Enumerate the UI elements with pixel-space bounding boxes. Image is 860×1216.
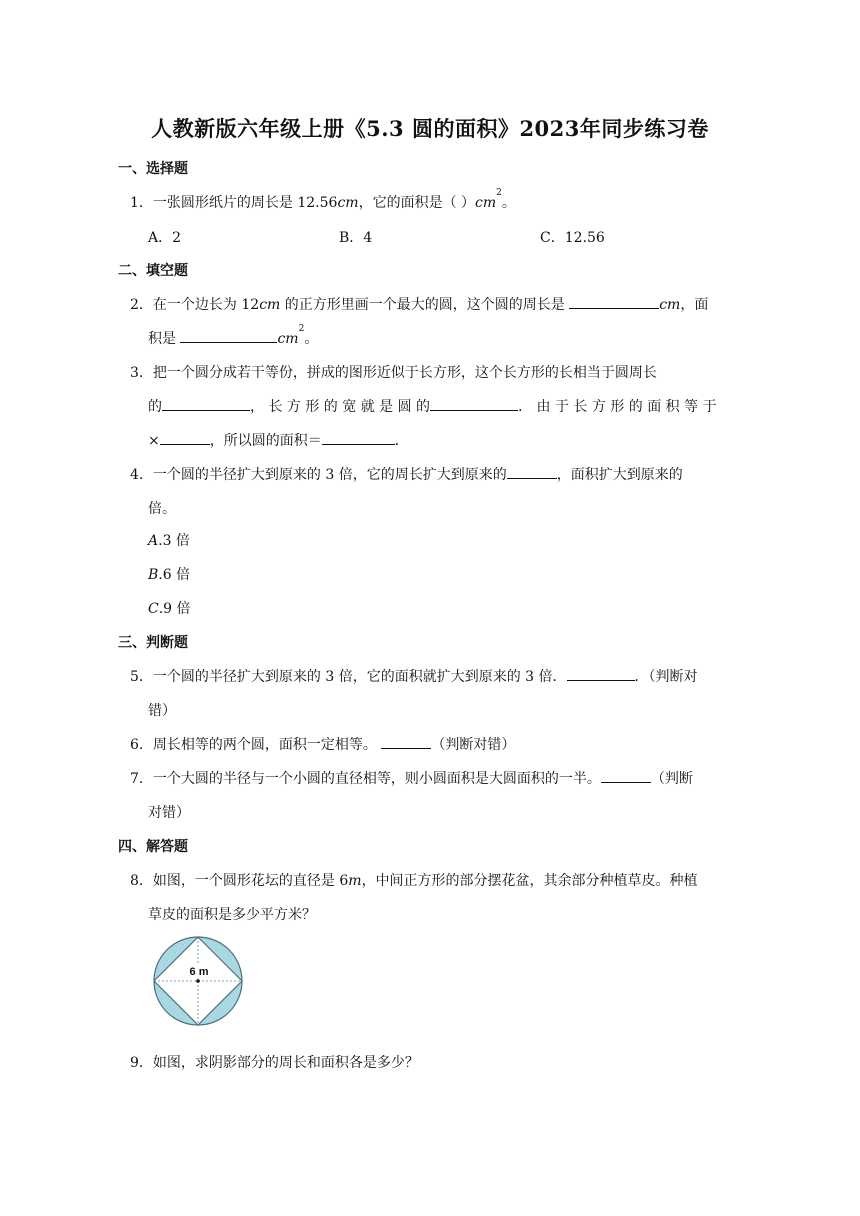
question-text: 如图，求阴影部分的周长和面积各是多少？ xyxy=(152,1055,419,1071)
answer-blank[interactable] xyxy=(322,430,395,445)
question-number: 1． xyxy=(130,195,153,211)
question-text: ．（判断对 xyxy=(634,669,698,685)
question-4-line-2: 倍。 xyxy=(148,501,176,517)
superscript: 2 xyxy=(298,324,305,334)
section-heading-fill: 二、填空题 xyxy=(118,263,188,279)
question-text: ，它的面积是（ ） xyxy=(358,195,476,211)
option-b: B．4 xyxy=(339,230,373,246)
punctuation: 。 xyxy=(304,331,319,347)
question-2-line-1 xyxy=(130,294,708,314)
option-text: .9 倍 xyxy=(158,601,191,617)
question-4-option-c xyxy=(148,598,191,618)
answer-blank[interactable] xyxy=(180,328,277,343)
question-text: ， 长 方 形 的 宽 就 是 圆 的 xyxy=(250,399,431,415)
section-heading-choice: 一、选择题 xyxy=(118,161,188,177)
question-text: 一张圆形纸片的周长是 12.56 xyxy=(152,195,338,211)
unit: cm xyxy=(475,195,497,211)
question-3-line-1 xyxy=(130,362,657,382)
answer-blank[interactable] xyxy=(567,666,635,681)
question-number: 6． xyxy=(130,737,153,753)
question-7-line-1 xyxy=(130,768,693,788)
question-number: 5． xyxy=(130,669,153,685)
question-number: 8． xyxy=(130,873,153,889)
question-8-line-2: 草皮的面积是多少平方米？ xyxy=(148,907,316,923)
answer-blank[interactable] xyxy=(569,294,659,309)
option-c: C．12.56 xyxy=(540,230,605,246)
question-text: × xyxy=(148,433,160,449)
page-title: 人教新版六年级上册《5.3 圆的面积》2023年同步练习卷 xyxy=(151,116,709,141)
question-9 xyxy=(130,1052,419,1072)
question-text: 一个圆的半径扩大到原来的 3 倍，它的面积就扩大到原来的 3 倍． xyxy=(152,669,567,685)
question-text: 周长相等的两个圆，面积一定相等。 xyxy=(152,737,382,753)
option-a: A．2 xyxy=(148,230,182,246)
question-text: ，所以圆的面积＝ xyxy=(209,433,322,449)
option-letter: B xyxy=(148,567,159,583)
question-text: 的 xyxy=(148,399,162,415)
question-number: 4． xyxy=(130,467,153,483)
unit: cm xyxy=(659,297,681,313)
punctuation: ． xyxy=(394,433,409,449)
question-5-line-1 xyxy=(130,666,698,686)
superscript: 2 xyxy=(496,188,502,198)
circle-square-figure xyxy=(151,935,247,1027)
question-3-line-3 xyxy=(148,430,409,450)
question-1 xyxy=(130,188,516,212)
unit: m xyxy=(348,873,362,889)
unit: cm xyxy=(259,297,281,313)
option-text: .6 倍 xyxy=(158,567,191,583)
question-3-line-2 xyxy=(148,396,717,416)
question-text: （判断 xyxy=(650,771,693,787)
answer-blank[interactable] xyxy=(160,430,210,445)
question-text: 的正方形里画一个最大的圆，这个圆的周长是 xyxy=(280,297,570,313)
question-text: ，面积扩大到原来的 xyxy=(556,467,683,483)
question-text: ，中间正方形的部分摆花盆，其余部分种植草皮。种植 xyxy=(361,873,698,889)
unit: cm xyxy=(337,195,359,211)
question-7-line-2: 对错） xyxy=(148,805,190,821)
question-text: ． 由 于 长 方 形 的 面 积 等 于 xyxy=(518,399,717,415)
question-text: 把一个圆分成若干等份，拼成的图形近似于长方形，这个长方形的长相当于圆周长 xyxy=(152,365,657,381)
question-text: 一个大圆的半径与一个小圆的直径相等，则小圆面积是大圆面积的一半。 xyxy=(152,771,601,787)
option-letter: A xyxy=(148,533,159,549)
answer-blank[interactable] xyxy=(381,734,431,749)
question-text: （判断对错） xyxy=(431,737,516,753)
question-text: ，面 xyxy=(680,297,709,313)
section-heading-solve: 四、解答题 xyxy=(118,839,188,855)
question-number: 2． xyxy=(130,297,153,313)
question-5-line-2: 错） xyxy=(148,703,176,719)
question-8-line-1 xyxy=(130,870,698,890)
center-dot xyxy=(196,979,200,983)
question-text: 如图，一个圆形花坛的直径是 6 xyxy=(152,873,349,889)
option-text: .3 倍 xyxy=(158,533,190,549)
answer-blank[interactable] xyxy=(601,768,651,783)
unit: cm xyxy=(277,331,299,347)
question-number: 7． xyxy=(130,771,153,787)
punctuation: 。 xyxy=(501,195,516,211)
question-number: 9． xyxy=(130,1055,153,1071)
question-4-option-a xyxy=(148,530,190,550)
question-2-line-2 xyxy=(148,324,319,348)
question-text: 一个圆的半径扩大到原来的 3 倍，它的周长扩大到原来的 xyxy=(152,467,507,483)
question-4-line-1 xyxy=(130,464,683,484)
question-text: 在一个边长为 12 xyxy=(152,297,260,313)
option-letter: C xyxy=(148,601,159,617)
diameter-label: 6 m xyxy=(189,966,209,978)
question-text: 积是 xyxy=(148,331,181,347)
answer-blank[interactable] xyxy=(162,396,250,411)
section-heading-judge: 三、判断题 xyxy=(118,635,188,651)
question-4-option-b xyxy=(148,564,190,584)
question-number: 3． xyxy=(130,365,153,381)
answer-blank[interactable] xyxy=(430,396,518,411)
answer-blank[interactable] xyxy=(507,464,557,479)
question-6 xyxy=(130,734,515,754)
